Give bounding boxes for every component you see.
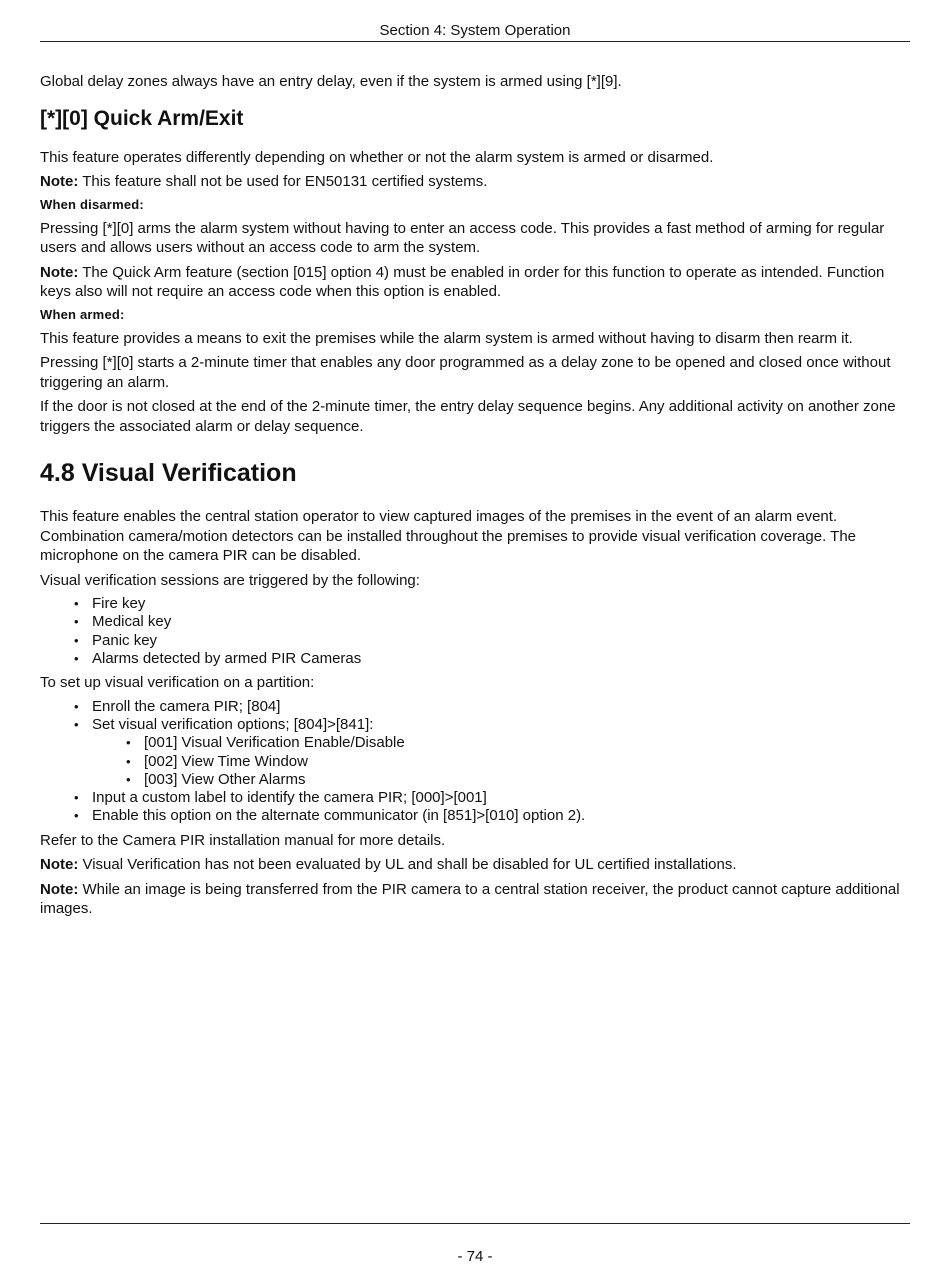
list-item: • Input a custom label to identify the camera PIR; [000]>[001] xyxy=(92,789,910,807)
list-item xyxy=(92,716,910,789)
header-divider xyxy=(40,41,910,42)
list-item: • [002] View Time Window xyxy=(144,753,910,771)
refer-paragraph: Refer to the Camera PIR installation manual for more details. xyxy=(40,831,446,849)
vv-note-2 xyxy=(40,880,910,919)
vv-note-1 xyxy=(40,855,910,875)
armed-paragraph-1: This feature provides a means to exit the premises while the alarm system is armed without having to disarm then rearm it. xyxy=(40,329,853,347)
list-item: • Panic key xyxy=(92,632,910,650)
list-item: • Enable this option on the alternate communicator (in [851]>[010] option 2). xyxy=(92,807,910,825)
triggers-list xyxy=(40,595,910,668)
when-armed-label: When armed: xyxy=(40,306,125,322)
note-text: This feature shall not be used for EN50131 certified systems. xyxy=(78,173,488,190)
note-label: Note: xyxy=(40,173,79,190)
page-header: Section 4: System Operation xyxy=(379,22,571,39)
note-label: Note: xyxy=(40,263,79,281)
list-item: • [003] View Other Alarms xyxy=(144,771,910,789)
quick-arm-note-2 xyxy=(40,263,910,302)
intro-paragraph: Global delay zones always have an entry delay, even if the system is armed using [*][9]. xyxy=(40,73,622,90)
triggers-intro: Visual verification sessions are triggered by the following: xyxy=(40,571,420,589)
page-number: - 74 - xyxy=(457,1248,493,1265)
list-item: • [001] Visual Verification Enable/Disable xyxy=(144,734,910,752)
note-text: While an image is being transferred from the PIR camera to a central station receiver, the product cannot capture additional images. xyxy=(40,880,900,918)
list-item-text: Set visual verification options; [804]>[841]: xyxy=(92,715,374,733)
quick-arm-heading: [*][0] Quick Arm/Exit xyxy=(40,106,244,130)
disarmed-paragraph: Pressing [*][0] arms the alarm system without having to enter an access code. This provides a fast method of arming for regular users and allows users without an access code to arm the system. xyxy=(40,219,885,256)
setup-intro: To set up visual verification on a partition: xyxy=(40,674,315,692)
list-item: • Enroll the camera PIR; [804] xyxy=(92,698,910,716)
quick-arm-note-1 xyxy=(40,172,910,192)
list-item: • Alarms detected by armed PIR Cameras xyxy=(92,650,910,668)
quick-arm-paragraph: This feature operates differently depending on whether or not the alarm system is armed or disarmed. xyxy=(40,148,714,166)
armed-paragraph-2: Pressing [*][0] starts a 2-minute timer that enables any door programmed as a delay zone to be opened and closed once without triggering an alarm. xyxy=(40,354,891,391)
note-label: Note: xyxy=(40,880,79,898)
setup-options-list xyxy=(92,734,910,789)
visual-verification-heading: 4.8 Visual Verification xyxy=(40,459,297,487)
setup-list xyxy=(40,698,910,826)
note-text: Visual Verification has not been evaluated by UL and shall be disabled for UL certified installations. xyxy=(78,856,737,874)
page-body xyxy=(40,72,910,924)
list-item: • Fire key xyxy=(92,595,910,613)
list-item: • Medical key xyxy=(92,613,910,631)
visual-verification-paragraph: This feature enables the central station operator to view captured images of the premises in the event of an alarm event. Combination camera/motion detectors can be installed throughout the premises to provide visual verification coverage. The microphone on the camera PIR can be disabled. xyxy=(40,508,856,564)
armed-paragraph-3: If the door is not closed at the end of the 2-minute timer, the entry delay sequence begins. Any additional activity on another zone triggers the associated alarm or delay sequence. xyxy=(40,398,896,435)
note-label: Note: xyxy=(40,856,79,874)
note-text: The Quick Arm feature (section [015] option 4) must be enabled in order for this function to operate as intended. Function keys also will not require an access code when this option is enabled. xyxy=(40,263,885,300)
when-disarmed-label: When disarmed: xyxy=(40,196,144,212)
footer-divider xyxy=(40,1223,910,1224)
